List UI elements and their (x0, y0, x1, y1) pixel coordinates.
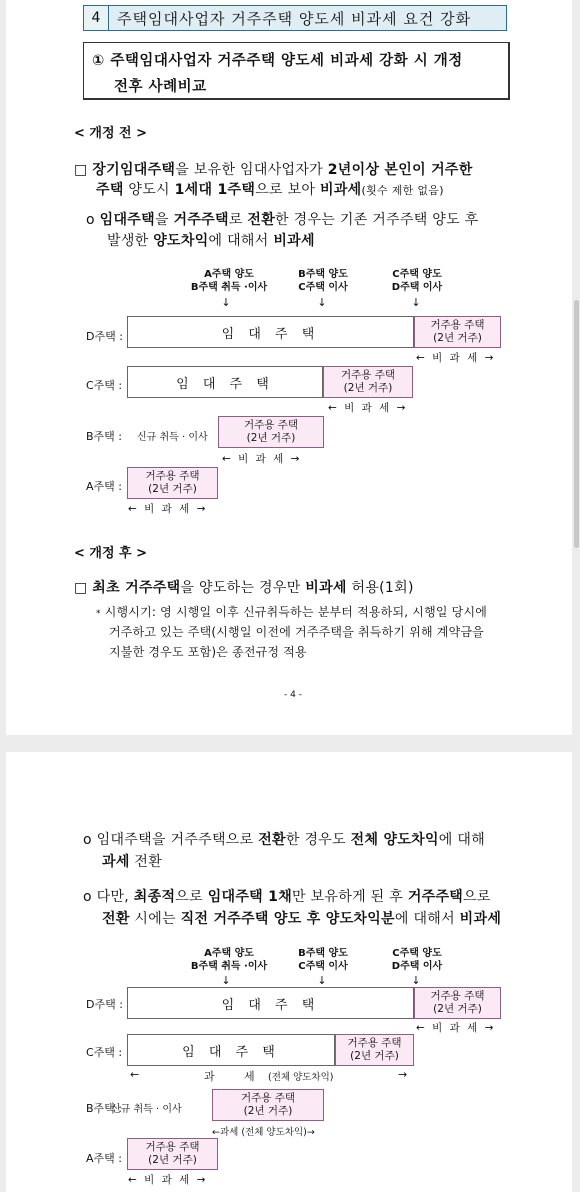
down-arrow-icon: ↓ (317, 974, 327, 987)
page2-bullet2-line1: o 다만, 최종적으로 임대주택 1채만 보유하게 된 후 거주주택으로 (83, 889, 491, 905)
down-arrow-icon: ↓ (221, 296, 231, 309)
before-bullet1-line2: 주택 양도시 1세대 1주택으로 보아 비과세(횟수 제한 없음) (96, 182, 444, 198)
page-number: - 4 - (284, 690, 302, 700)
nontax-span-a: ← 비 과 세 → (128, 503, 208, 515)
residence-box-d: 거주용 주택 (2년 거주) (414, 316, 501, 348)
case-title-line1: ① 주택임대사업자 거주주택 양도세 비과세 강화 시 개정 (92, 53, 463, 69)
nontax-span-d: ← 비 과 세 → (416, 352, 496, 364)
nontax-span-b: ← 비 과 세 → (222, 453, 302, 465)
after-heading: < 개정 후 > (74, 546, 148, 561)
nontax-span-d: ← 비 과 세 → (416, 1022, 496, 1034)
rental-period-d: 임 대 주 택 (127, 316, 414, 348)
down-arrow-icon: ↓ (221, 974, 231, 987)
row-label-b: B주택 : (86, 430, 123, 443)
row-label-c: C주택 : (86, 1046, 123, 1059)
residence-box-d: 거주용 주택 (2년 거주) (414, 987, 501, 1019)
section-number: 4 (84, 6, 109, 30)
nontax-span-c: ← 비 과 세 → (328, 402, 408, 414)
residence-box-b: 거주용 주택 (2년 거주) (212, 1089, 324, 1121)
row-label-d: D주택 : (86, 330, 123, 343)
note-line3: 지불한 경우도 포함)은 종전규정 적용 (109, 645, 307, 659)
rental-period-c: 임 대 주 택 (127, 1034, 335, 1066)
diagram-header-b: B주택 양도 C주택 이사 (298, 948, 348, 972)
case-title-line2: 전후 사례비교 (114, 79, 207, 95)
down-arrow-icon: ↓ (317, 296, 327, 309)
before-heading: < 개정 전 > (74, 126, 148, 141)
note-line2: 거주하고 있는 주택(시행일 이전에 거주주택을 취득하기 위해 계약금을 (109, 625, 484, 639)
residence-box-c: 거주용 주택 (2년 거주) (335, 1034, 414, 1066)
row-label-a: A주택 : (86, 1152, 122, 1165)
diagram-header-c: C주택 양도 D주택 이사 (391, 948, 443, 972)
circle-bullet: o (83, 889, 92, 905)
after-bullet1: □ 최초 거주주택을 양도하는 경우만 비과세 허용(1회) (74, 580, 414, 596)
document-page-1 (6, 0, 572, 735)
taxed-span-b: ←과세 (전체 양도차익)→ (212, 1127, 315, 1138)
circle-bullet: o (86, 212, 95, 228)
page2-bullet2-line2: 전환 시에는 직전 거주주택 양도 후 양도차익분에 대해서 비과세 (102, 911, 502, 927)
residence-box-a: 거주용 주택 (2년 거주) (127, 1138, 218, 1170)
rental-period-d: 임 대 주 택 (127, 987, 414, 1019)
diagram-header-b: B주택 양도 C주택 이사 (298, 269, 348, 293)
row-label-c: C주택 : (86, 379, 123, 392)
row-label-d: D주택 : (86, 998, 123, 1011)
before-bullet2-line1: o 임대주택을 거주주택로 전환한 경우는 기존 거주주택 양도 후 (86, 212, 479, 228)
new-acquisition-label: 신규 취득 · 이사 (111, 1104, 182, 1115)
page2-bullet1-line1: o 임대주택을 거주주택으로 전환한 경우도 전체 양도차익에 대해 (83, 832, 486, 848)
residence-box-b: 거주용 주택 (2년 거주) (218, 416, 324, 448)
down-arrow-icon: ↓ (411, 974, 421, 987)
down-arrow-icon: ↓ (411, 296, 421, 309)
circle-bullet: o (83, 832, 92, 848)
before-bullet1-line1: □ 장기임대주택을 보유한 임대사업자가 2년이상 본인이 거주한 (74, 162, 473, 178)
residence-box-a: 거주용 주택 (2년 거주) (127, 467, 218, 499)
nontax-span-a: ← 비 과 세 → (128, 1174, 208, 1186)
row-label-b: B주택 : (86, 1102, 123, 1115)
note-line1: * 시행시기: 영 시행일 이후 신규취득하는 분부터 적용하되, 시행일 당시에 (96, 605, 488, 619)
new-acquisition-label: 신규 취득 · 이사 (137, 432, 208, 443)
diagram-header-a: A주택 양도 B주택 취득 ·이사 (190, 269, 268, 293)
note-mark: * (96, 609, 101, 619)
before-bullet2-line2: 발생한 양도차익에 대해서 비과세 (107, 233, 315, 249)
taxed-span-c-right: → (398, 1068, 408, 1081)
scrollbar[interactable] (574, 300, 579, 548)
row-label-a: A주택 : (86, 480, 122, 493)
diagram-header-c: C주택 양도 D주택 이사 (391, 269, 443, 293)
taxed-span-c-left: ← (130, 1068, 140, 1081)
case-title-box (83, 42, 510, 100)
section-title-box (83, 5, 507, 31)
rental-period-c: 임 대 주 택 (127, 366, 323, 398)
square-bullet: □ (74, 580, 88, 596)
taxed-span-c-mid2: 세 (244, 1070, 255, 1083)
residence-box-c: 거주용 주택 (2년 거주) (323, 366, 413, 398)
diagram-header-a: A주택 양도 B주택 취득 ·이사 (190, 948, 268, 972)
page2-bullet1-line2: 과세 전환 (102, 854, 163, 870)
taxed-span-c-mid1: 과 (204, 1070, 215, 1083)
document-page-2 (6, 752, 572, 1192)
square-bullet: □ (74, 162, 88, 178)
section-title: 주택임대사업자 거주주택 양도세 비과세 요건 강화 (109, 6, 506, 30)
taxed-span-c-note: (전체 양도차익) (268, 1072, 334, 1083)
